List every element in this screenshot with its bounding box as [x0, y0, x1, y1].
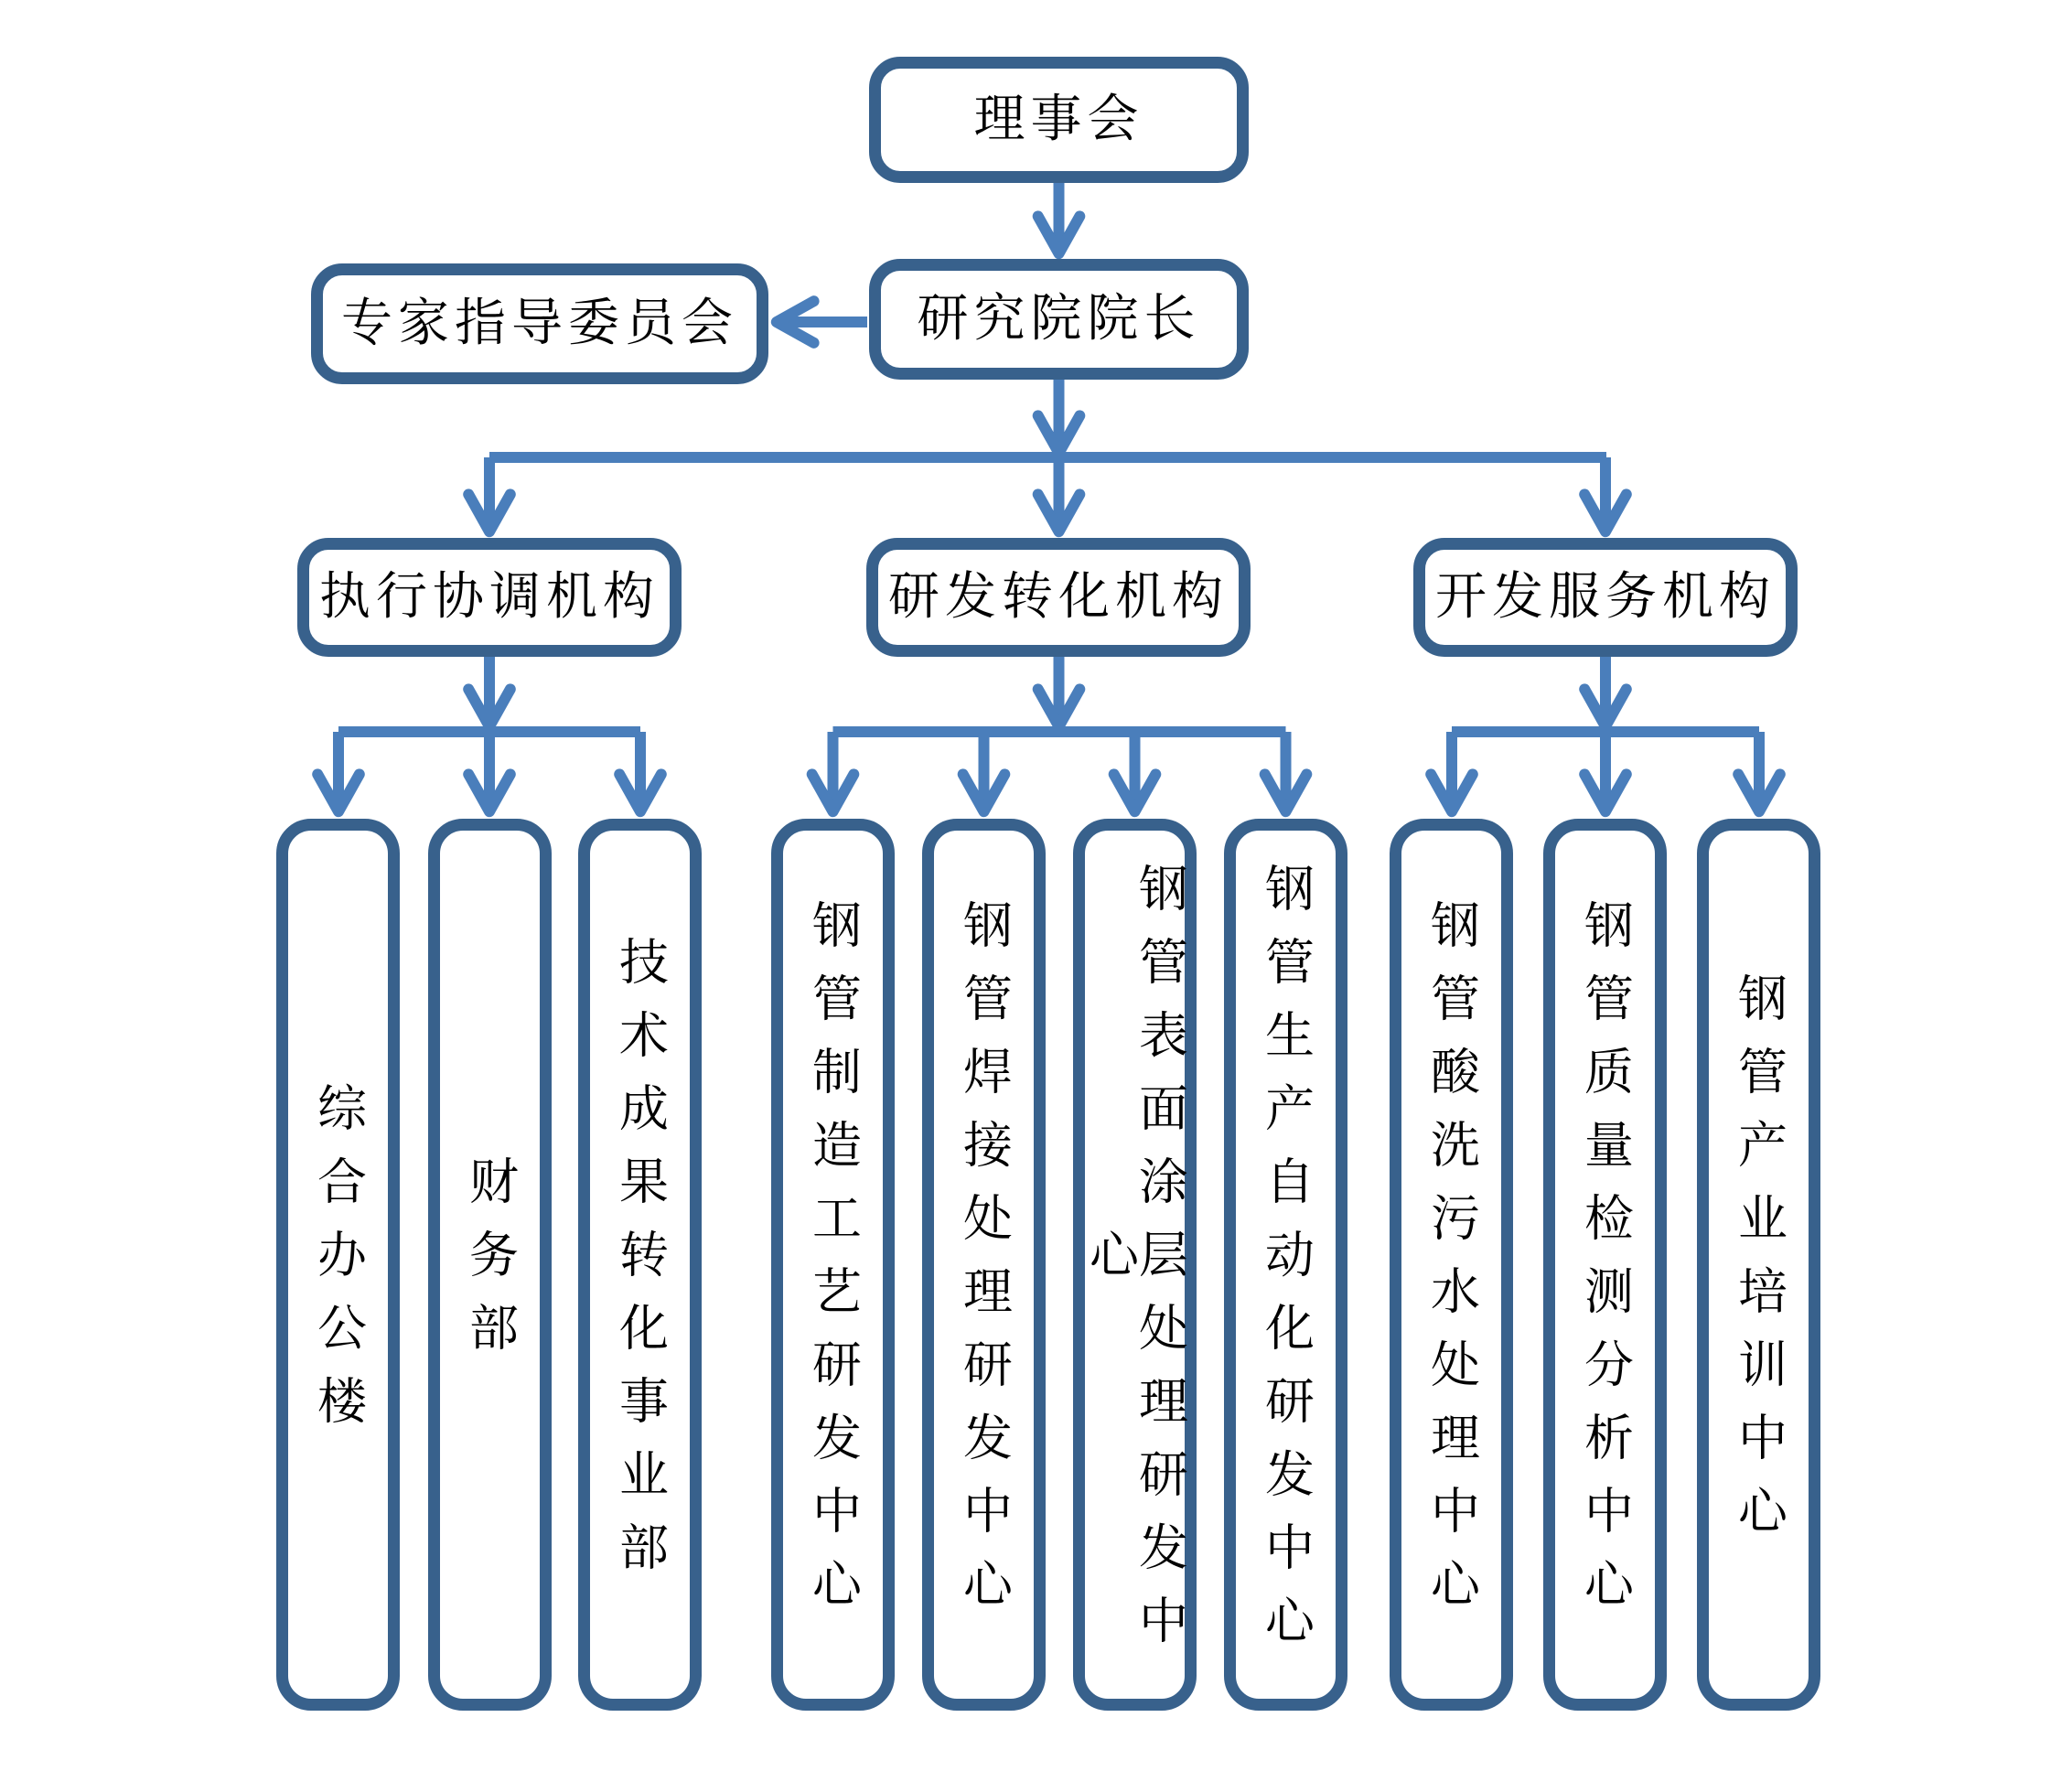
node-pipe-welding-rd-center-label: 钢管焊接处理研发中心 — [956, 898, 1012, 1631]
node-finance-dept-label: 财务部 — [462, 1154, 518, 1375]
node-general-office-building — [276, 819, 400, 1711]
node-exec-coordination: 执行协调机构 — [297, 538, 682, 657]
node-president: 研究院院长 — [869, 259, 1249, 380]
node-tech-transfer-dept-label: 技术成果转化事业部 — [612, 935, 668, 1594]
node-advisory-committee: 专家指导委员会 — [311, 263, 768, 384]
node-pipe-manufacturing-rd-center-label: 钢管制造工艺研发中心 — [805, 898, 861, 1631]
node-pipe-automation-rd-center — [1224, 819, 1347, 1711]
node-dev-service: 开发服务机构 — [1413, 538, 1798, 657]
connector-branch-exec — [338, 657, 640, 810]
node-industry-training-center — [1697, 819, 1820, 1711]
node-general-office-building-label: 综合办公楼 — [310, 1081, 366, 1448]
node-pipe-manufacturing-rd-center — [771, 819, 895, 1711]
connector-branch-dev — [1452, 657, 1759, 810]
node-pipe-coating-rd-center-label: 钢管表面涂层处理研发中心 — [1082, 862, 1187, 1668]
node-pickling-wastewater-center — [1390, 819, 1513, 1711]
node-pipe-coating-rd-center — [1073, 819, 1197, 1711]
node-pipe-automation-rd-center-label: 钢管生产自动化研发中心 — [1258, 862, 1314, 1668]
node-pipe-welding-rd-center — [922, 819, 1046, 1711]
connector-president-to-branches — [489, 380, 1606, 531]
node-board: 理事会 — [869, 57, 1249, 183]
node-rd-transformation: 研发转化机构 — [866, 538, 1251, 657]
node-industry-training-center-label: 钢管产业培训中心 — [1731, 971, 1787, 1558]
node-pickling-wastewater-center-label: 钢管酸洗污水处理中心 — [1423, 898, 1479, 1631]
node-quality-inspection-center-label: 钢管质量检测分析中心 — [1577, 898, 1633, 1631]
connector-branch-rd — [833, 657, 1286, 810]
node-tech-transfer-dept — [578, 819, 702, 1711]
node-finance-dept — [428, 819, 552, 1711]
node-quality-inspection-center — [1543, 819, 1667, 1711]
